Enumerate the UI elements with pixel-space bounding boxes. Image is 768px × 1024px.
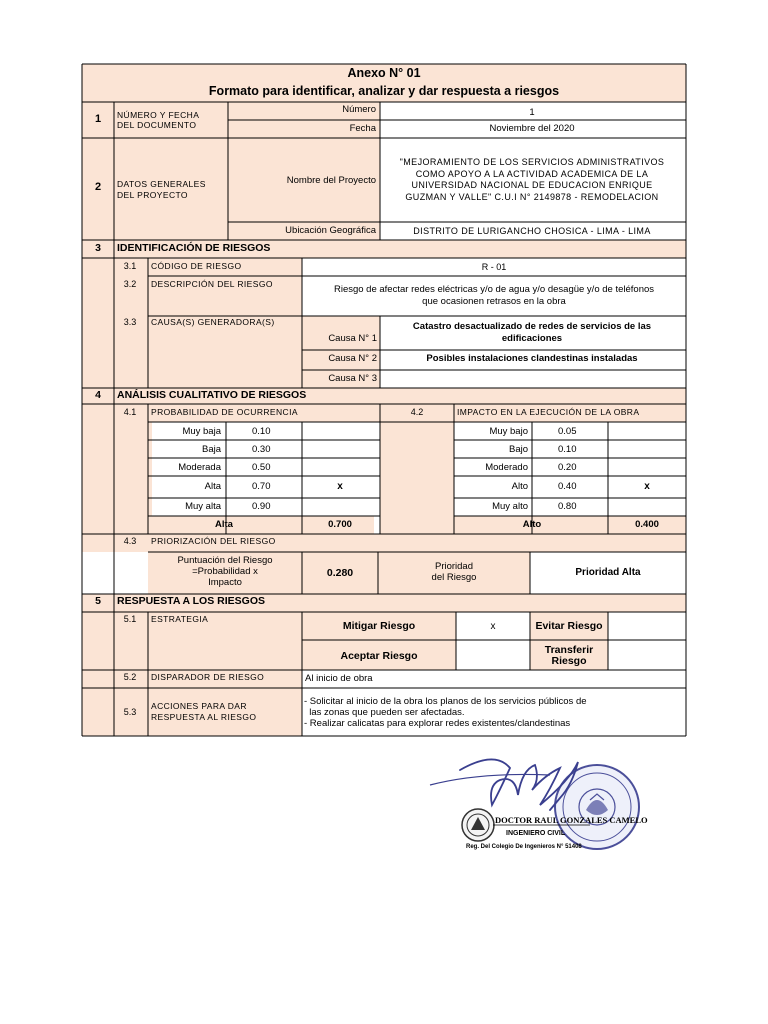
s4-imp-num: 4.2 [410,407,424,417]
sig-title: INGENIERO CIVIL [506,830,566,837]
s4-imp-label: IMPACTO EN LA EJECUCIÓN DE LA OBRA [457,407,640,417]
impact-label: Moderado [485,462,528,473]
project-name-line: "MEJORAMIENTO DE LOS SERVICIOS ADMINISTRATIVOS [399,157,665,167]
imp-result-label: Alto [522,519,542,530]
s1-numero-value: 1 [529,107,535,118]
impact-value: 0.05 [558,426,577,437]
cause-label: Causa N° 2 [328,353,377,364]
s1-label-1: NÚMERO Y FECHA [117,110,200,120]
s3-title: IDENTIFICACIÓN DE RIESGOS [117,242,271,254]
impact-value: 0.40 [558,481,577,492]
probability-value: 0.70 [252,481,271,492]
score-label-line: Impacto [208,577,242,588]
strategy-mitigar: Mitigar Riesgo [342,620,416,632]
s4-title: ANÁLISIS CUALITATIVO DE RIESGOS [117,389,307,401]
s5-title: RESPUESTA A LOS RIESGOS [117,595,265,607]
sig-name: DOCTOR RAUL GONZALES CAMELO [495,815,648,825]
s4-prob-num: 4.1 [123,407,137,417]
cause-text: edificaciones [501,333,563,344]
header-title: Anexo N° 01 [347,66,421,80]
s3-desc-num: 3.2 [123,279,137,289]
project-name-line: UNIVERSIDAD NACIONAL DE EDUCACION ENRIQUE [411,180,653,190]
cause-label: Causa N° 3 [328,373,377,384]
impact-value: 0.80 [558,501,577,512]
s1-label-2: DEL DOCUMENTO [117,120,197,130]
strategy-mitigar-mark: x [490,621,496,632]
action-line: - Solicitar al inicio de la obra los planos de los servicios públicos de [304,696,587,707]
s3-codigo-value: R - 01 [481,262,507,272]
s2-proyecto-label: Nombre del Proyecto [286,175,376,186]
cause-text: Catastro desactualizado de redes de servicios de las [412,321,652,332]
sig-reg: Reg. Del Colegio De Ingenieros N° 51408 [466,844,582,850]
cause-label: Causa N° 1 [328,333,377,344]
action-line: - Realizar calicatas para explorar redes existentes/clandestinas [304,718,571,729]
s5-estr-num: 5.1 [123,614,137,624]
s5-acc-label-1: ACCIONES PARA DAR [151,701,247,711]
probability-mark: x [337,481,343,492]
score-label-line: =Probabilidad x [192,566,258,577]
probability-value: 0.10 [252,426,271,437]
s5-disp-label: DISPARADOR DE RIESGO [151,672,265,682]
probability-label: Alta [204,481,221,492]
signature-stamp [400,750,650,860]
s2-label-1: DATOS GENERALES [117,179,206,189]
strategy-aceptar: Aceptar Riesgo [340,650,418,662]
probability-value: 0.30 [252,444,271,455]
strategy-evitar: Evitar Riesgo [535,620,603,632]
s2-num: 2 [94,181,102,193]
s4-prior-label: PRIORIZACIÓN DEL RIESGO [151,536,276,546]
s4-num: 4 [95,389,101,401]
impact-mark: x [644,481,650,492]
s3-num: 3 [95,242,101,254]
priority-label-line: Prioridad [434,561,474,572]
impact-label: Alto [511,481,528,492]
priority-label-line: del Riesgo [431,572,477,583]
s3-codigo-num: 3.1 [123,261,137,271]
impact-label: Bajo [508,444,528,455]
s2-ubicacion-value: DISTRITO DE LURIGANCHO CHOSICA - LIMA - LIMA [413,226,651,236]
project-name-line: GUZMAN Y VALLE" C.U.I N° 2149878 - REMODELACION [405,191,659,202]
s3-causa-label: CAUSA(S) GENERADORA(S) [151,317,275,327]
strategy-transferir: Riesgo [551,655,587,667]
imp-result-value: 0.400 [635,519,659,530]
probability-label: Baja [201,444,221,455]
s2-ubicacion-label: Ubicación Geográfica [285,225,376,236]
s5-acc-num: 5.3 [123,707,137,717]
trigger-value: Al inicio de obra [305,673,373,684]
s5-num: 5 [95,595,101,607]
impact-value: 0.10 [558,444,577,455]
s3-desc-label: DESCRIPCIÓN DEL RIESGO [151,279,273,289]
s5-disp-num: 5.2 [123,672,137,682]
s4-prior-num: 4.3 [123,536,137,546]
impact-label: Muy alto [492,501,528,512]
impact-label: Muy bajo [489,426,528,437]
probability-label: Muy alta [185,501,221,512]
left-seal-icon [462,809,494,841]
score-value: 0.280 [326,567,354,579]
strategy-transferir: Transferir [544,644,594,656]
s5-acc-label-2: RESPUESTA AL RIESGO [151,712,257,722]
s2-label-2: DEL PROYECTO [117,190,188,200]
prob-result-value: 0.700 [328,519,352,530]
action-line: las zonas que pueden ser afectadas. [304,707,465,718]
probability-label: Moderada [178,462,221,473]
s3-causa-num: 3.3 [123,317,137,327]
priority-value: Prioridad Alta [575,567,641,578]
prob-result-label: Alta [215,519,233,530]
s4-prob-label: PROBABILIDAD DE OCURRENCIA [151,407,298,417]
project-name-line: COMO APOYO A LA ACTIVIDAD ACADEMICA DE LA [415,168,649,179]
probability-value: 0.50 [252,462,271,473]
score-label-line: Puntuación del Riesgo [177,555,273,566]
s1-fecha-label: Fecha [349,123,376,134]
risk-description-line: Riesgo de afectar redes eléctricas y/o de agua y/o desagüe y/o de teléfonos [333,284,655,295]
s5-estr-label: ESTRATEGIA [151,614,209,624]
probability-label: Muy baja [182,426,221,437]
cause-text: Posibles instalaciones clandestinas instaladas [426,353,638,364]
probability-value: 0.90 [252,501,271,512]
s1-fecha-value: Noviembre del 2020 [489,123,575,134]
s1-numero-label: Número [342,104,376,115]
s3-codigo-label: CÓDIGO DE RIESGO [151,261,242,271]
impact-value: 0.20 [558,462,577,473]
s1-num: 1 [94,113,102,125]
risk-description-line: que ocasionen retrasos en la obra [422,296,566,307]
header-subtitle: Formato para identificar, analizar y dar respuesta a riesgos [208,84,560,98]
